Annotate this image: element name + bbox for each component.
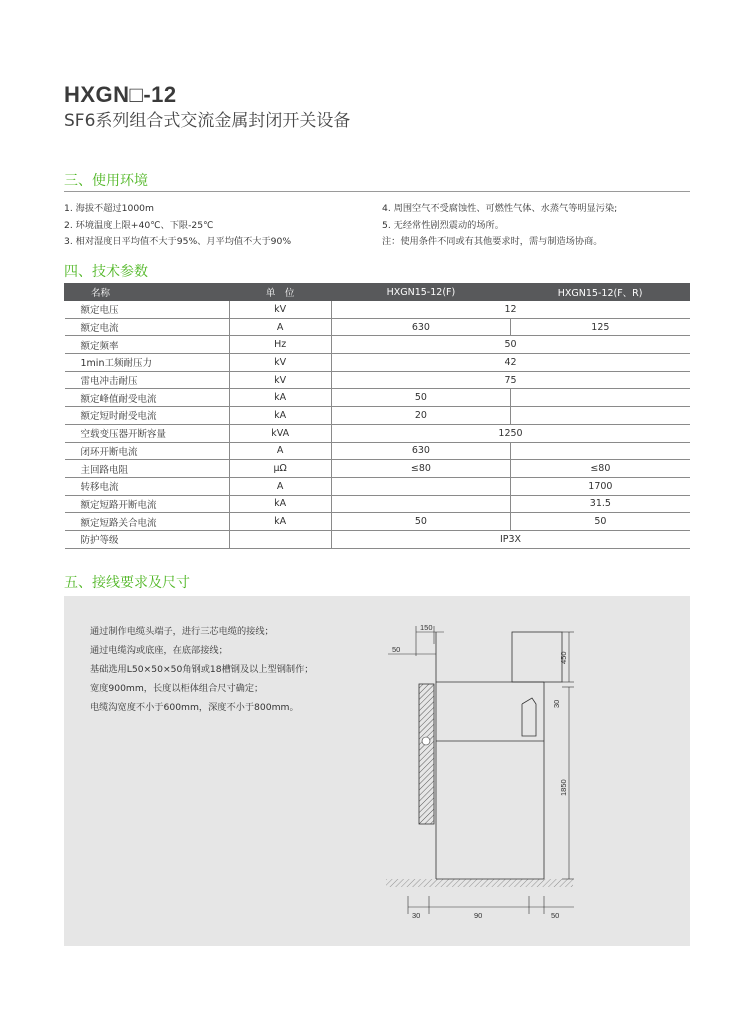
cabinet-dimension-drawing (64, 596, 690, 946)
table-row (65, 442, 690, 460)
wiring-note: 基础选用L50×50×50角钢或18槽钢及以上型钢制作； (90, 664, 314, 675)
cell-unit: kV (229, 301, 331, 319)
cell-name: 额定电压 (65, 301, 230, 319)
table-row (65, 354, 690, 372)
cell-name: 雷电冲击耐压 (65, 371, 230, 389)
cell-unit: kV (229, 354, 331, 372)
spec-table (64, 283, 690, 549)
environment-item: 5. 无经常性剧烈震动的场所。 (382, 219, 504, 231)
table-row (65, 530, 690, 548)
cell-unit: kA (229, 407, 331, 425)
duct-connector-icon (422, 737, 430, 745)
table-row (65, 301, 690, 319)
cell-value-f (331, 495, 511, 513)
table-row (65, 336, 690, 354)
wiring-note: 宽度900mm，长度以柜体组合尺寸确定； (90, 683, 264, 694)
dim-label-50-bottom: 50 (551, 911, 560, 920)
column-header-unit: 单 位 (229, 284, 331, 301)
environment-item: 2. 环境温度上限+40℃、下限-25℃ (64, 219, 214, 231)
table-row (65, 460, 690, 478)
cell-name: 空载变压器开断容量 (65, 424, 230, 442)
section-divider (64, 191, 690, 192)
cell-value-merged: 12 (331, 301, 689, 319)
cell-value-fr: 1700 (511, 477, 690, 495)
cell-unit: kV (229, 371, 331, 389)
wiring-note: 通过制作电缆头端子，进行三芯电缆的接线； (90, 626, 274, 637)
table-row (65, 371, 690, 389)
cell-value-f: ≤80 (331, 460, 511, 478)
cell-value-fr (511, 389, 690, 407)
cell-unit: μΩ (229, 460, 331, 478)
cell-unit: Hz (229, 336, 331, 354)
cell-value-merged: 42 (331, 354, 689, 372)
wiring-panel (64, 596, 690, 946)
cell-unit: kVA (229, 424, 331, 442)
dim-label-1850: 1850 (559, 779, 568, 796)
cable-duct (419, 684, 434, 824)
environment-left-list (64, 201, 291, 251)
cell-value-fr: 50 (511, 513, 690, 531)
product-subtitle: SF6系列组合式交流金属封闭开关设备 (64, 111, 351, 131)
cell-unit: A (229, 477, 331, 495)
spec-table-header (65, 284, 690, 301)
cell-value-merged: IP3X (331, 530, 689, 548)
table-row (65, 424, 690, 442)
column-header-model-fr: HXGN15-12(F、R) (511, 284, 690, 301)
dim-label-450: 450 (559, 651, 568, 664)
table-row (65, 389, 690, 407)
wiring-heading: 五、接线要求及尺寸 (64, 575, 190, 591)
cell-value-fr: ≤80 (511, 460, 690, 478)
environment-item: 3. 相对湿度日平均值不大于95%、月平均值不大于90% (64, 236, 292, 247)
environment-heading: 三、使用环境 (64, 173, 148, 189)
cell-value-merged: 50 (331, 336, 689, 354)
cell-name: 防护等级 (65, 530, 230, 548)
cell-name: 1min工频耐压力 (65, 354, 230, 372)
dim-label-30-bottom: 30 (412, 911, 421, 920)
cell-unit: A (229, 442, 331, 460)
cell-value-f: 630 (331, 318, 511, 336)
dim-label-150: 150 (420, 623, 433, 632)
environment-item: 1. 海拔不超过1000m (64, 203, 154, 214)
cell-name: 闭环开断电流 (65, 442, 230, 460)
environment-item: 4. 周围空气不受腐蚀性、可燃性气体、水蒸气等明显污染; (382, 203, 618, 214)
cell-value-fr (511, 442, 690, 460)
cell-unit: kA (229, 495, 331, 513)
cell-value-fr: 31.5 (511, 495, 690, 513)
ground-hatch (386, 879, 573, 887)
cell-value-merged: 75 (331, 371, 689, 389)
cell-value-f: 20 (331, 407, 511, 425)
cell-name: 转移电流 (65, 477, 230, 495)
cell-name: 额定频率 (65, 336, 230, 354)
cell-name: 主回路电阻 (65, 460, 230, 478)
cell-unit: kA (229, 513, 331, 531)
dim-label-90: 90 (474, 911, 483, 920)
wiring-note: 通过电缆沟或底座，在底部接线； (90, 645, 228, 656)
environment-right-list (382, 201, 617, 251)
column-header-model-f: HXGN15-12(F) (331, 284, 511, 301)
table-row (65, 495, 690, 513)
cell-value-f: 630 (331, 442, 511, 460)
column-header-name: 名称 (65, 284, 230, 301)
table-row (65, 513, 690, 531)
table-row (65, 407, 690, 425)
cell-name: 额定短时耐受电流 (65, 407, 230, 425)
wiring-note: 电缆沟宽度不小于600mm，深度不小于800mm。 (90, 702, 299, 713)
cell-value-f: 50 (331, 389, 511, 407)
dim-label-30-step: 30 (552, 699, 561, 708)
top-box (512, 632, 562, 682)
table-row (65, 318, 690, 336)
dim-bottom-lines (408, 896, 574, 914)
cell-name: 额定电流 (65, 318, 230, 336)
cell-value-fr: 125 (511, 318, 690, 336)
cell-value-merged: 1250 (331, 424, 689, 442)
cell-unit: A (229, 318, 331, 336)
cabinet-body (436, 632, 544, 879)
product-title: HXGN□-12 (64, 82, 177, 107)
cell-name: 额定短路关合电流 (65, 513, 230, 531)
cell-name: 额定峰值耐受电流 (65, 389, 230, 407)
table-row (65, 477, 690, 495)
cell-value-f: 50 (331, 513, 511, 531)
environment-item: 注：使用条件不同或有其他要求时，需与制造场协商。 (382, 236, 603, 247)
dim-label-50-top: 50 (392, 645, 401, 654)
cell-value-fr (511, 407, 690, 425)
cell-unit: kA (229, 389, 331, 407)
dim-right-lines (562, 632, 574, 879)
cell-unit (229, 530, 331, 548)
specs-heading: 四、技术参数 (64, 264, 148, 280)
cell-name: 额定短路开断电流 (65, 495, 230, 513)
cell-value-f (331, 477, 511, 495)
